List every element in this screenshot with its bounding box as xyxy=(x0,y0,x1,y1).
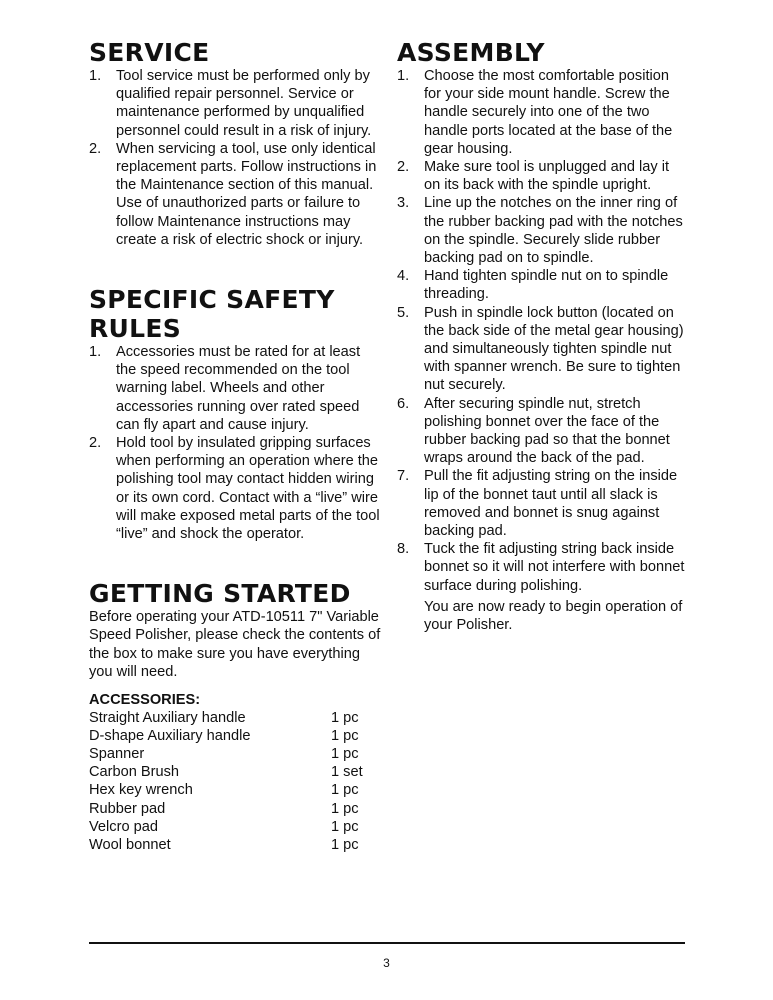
table-row: Rubber pad 1 pc xyxy=(89,800,359,817)
table-row: Straight Auxiliary handle 1 pc xyxy=(89,710,359,727)
getting-started-intro: Before operating your ATD-10511 7" Variable Speed Polisher, please check the contents of the box to make sure you have everything you will need. xyxy=(89,609,381,680)
list-item: 1. Choose the most comfortable position for your side mount handle. Screw the handle securely into one of the two handle ports located at the base of the gear housing. xyxy=(397,68,673,157)
list-item: 2. Make sure tool is unplugged and lay it on its back with the spindle upright. xyxy=(397,159,670,194)
list-item: 2. Hold tool by insulated gripping surfaces when performing an operation where the polishing tool may contact hidden wiring or its own cord. Contact with a “live” wire will make exposed metal parts of the tool “live” and shock the operator. xyxy=(89,435,380,543)
list-item: 7. Pull the fit adjusting string on the inside lip of the bonnet taut until all slack is removed and bonnet is snug against backing pad. xyxy=(397,468,678,540)
list-item: 3. Line up the notches on the inner ring of the rubber backing pad with the notches on the spindle. Securely slide rubber backing pad on to spindle. xyxy=(397,195,683,267)
assembly-closing-note: You are now ready to begin operation of your Polisher. xyxy=(424,598,683,634)
left-column xyxy=(89,38,381,854)
accessories-table xyxy=(89,709,363,854)
safety-list xyxy=(89,343,381,543)
table-row: Wool bonnet 1 pc xyxy=(89,836,359,853)
list-item: 1. Accessories must be rated for at least the speed recommended on the tool warning label. Wheels and other accessories running over rated speed can fly apart and cause injury. xyxy=(89,344,361,433)
safety-section xyxy=(89,285,381,543)
assembly-section xyxy=(397,38,689,634)
service-heading: SERVICE xyxy=(89,38,210,67)
service-list xyxy=(89,67,381,249)
list-item: 8. Tuck the fit adjusting string back inside bonnet so it will not interfere with bonnet surface during polishing. xyxy=(397,541,685,594)
table-row: Velcro pad 1 pc xyxy=(89,818,359,835)
assembly-heading: ASSEMBLY xyxy=(397,38,545,67)
list-item: 1. Tool service must be performed only by qualified repair personnel. Service or maintenance performed by unqualified personnel could result in a risk of injury. xyxy=(89,68,372,139)
footer-divider xyxy=(89,942,685,944)
right-column xyxy=(397,38,689,634)
list-item: 4. Hand tighten spindle nut on to spindle threading. xyxy=(397,268,669,303)
service-section xyxy=(89,38,381,249)
table-row: Spanner 1 pc xyxy=(89,746,359,763)
table-row: D-shape Auxiliary handle 1 pc xyxy=(89,728,359,745)
accessories-heading: ACCESSORIES: xyxy=(89,692,201,709)
table-row: Hex key wrench 1 pc xyxy=(89,782,359,799)
list-item: 2. When servicing a tool, use only identical replacement parts. Follow instructions in the Maintenance section of this manual. Use of unauthorized parts or failure to follow Maintenance instructions may create a risk of electric shock or injury. xyxy=(89,140,377,248)
getting-started-heading: GETTING STARTED xyxy=(89,579,351,609)
list-item: 6. After securing spindle nut, stretch polishing bonnet over the face of the rubber backing pad so that the bonnet wraps around the back of the pad. xyxy=(397,395,670,467)
table-row: Carbon Brush 1 set xyxy=(89,764,363,781)
list-item: 5. Push in spindle lock button (located on the back side of the metal gear housing) and simultaneously tighten spindle nut with spanner wrench. Be sure to tighten nut securely. xyxy=(397,304,684,394)
page-number: 3 xyxy=(383,956,390,970)
getting-started-section xyxy=(89,579,381,854)
safety-heading: SPECIFIC SAFETY RULES xyxy=(89,285,335,344)
assembly-list xyxy=(397,67,689,595)
